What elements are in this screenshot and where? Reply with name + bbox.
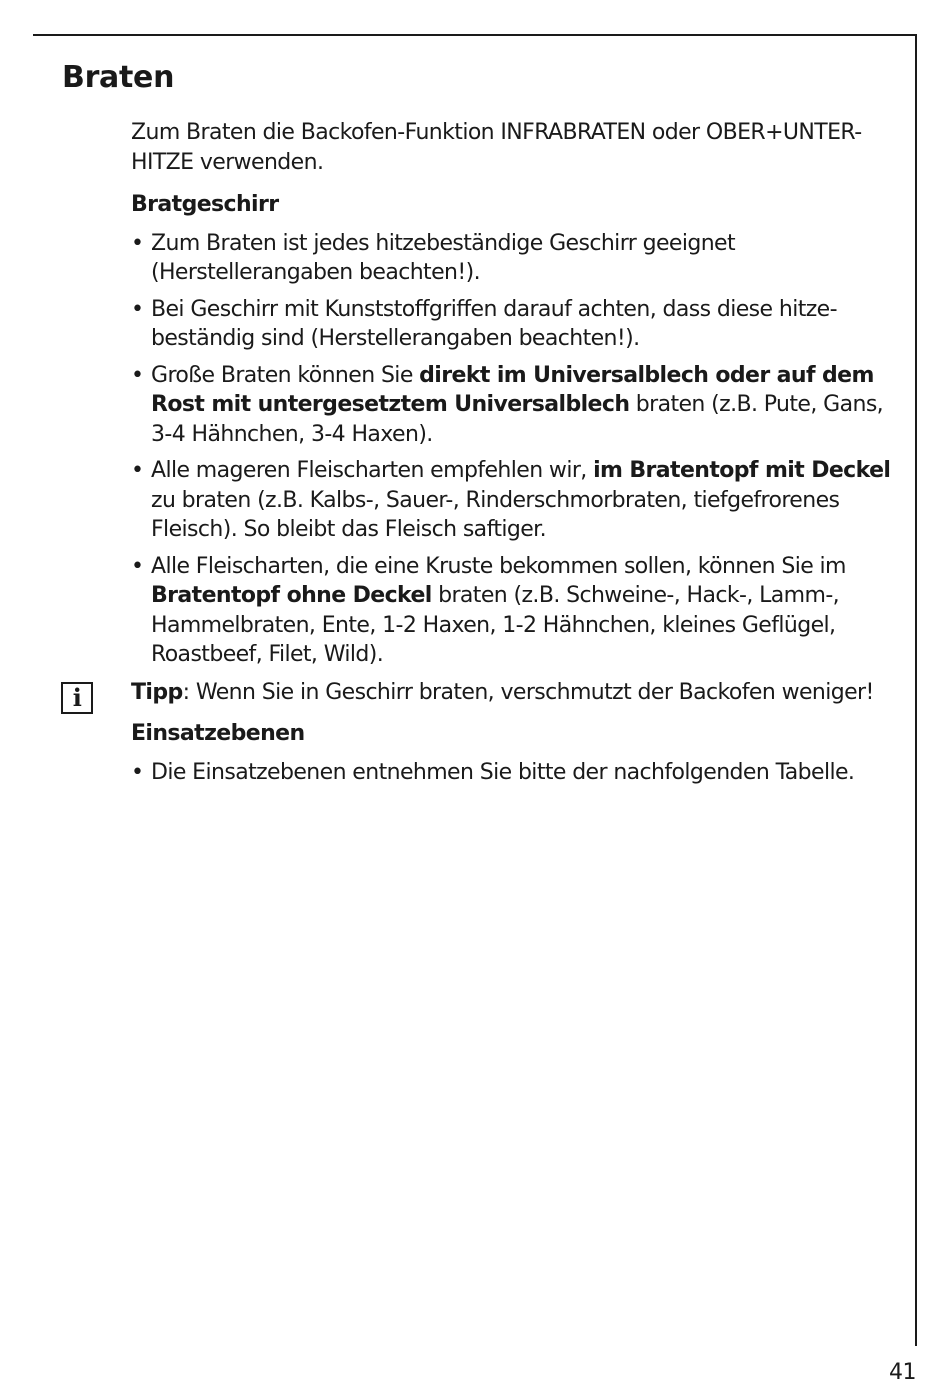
- list-item: [131, 295, 901, 354]
- bratgeschirr-list: [131, 229, 901, 670]
- list-item-text: Zum Braten ist jedes hitzebeständige Geschirr geeignet (Herstellerangaben beachten!).: [151, 230, 736, 285]
- list-item-emphasis: im Bratentopf mit Deckel: [593, 458, 891, 483]
- list-item-text: braten (z.B. Schweine-, Hack-, Lamm-, Hammelbraten, Ente, 1-2 Haxen, 1-2 Hähnchen, kleines Geflügel, Roastbeef, Filet, Wild).: [151, 583, 840, 667]
- right-rule: [915, 34, 917, 1346]
- list-item: [131, 552, 901, 670]
- list-item-emphasis: direkt im Universalblech oder auf dem Rost mit untergesetztem Universalblech: [151, 362, 874, 417]
- list-item-text: Alle mageren Fleischarten empfehlen wir,: [151, 458, 594, 483]
- einsatzebenen-heading: Einsatzebenen: [131, 721, 305, 746]
- content: [72, 118, 901, 794]
- page-number: 41: [889, 1360, 916, 1385]
- list-item: [131, 456, 901, 545]
- top-rule: [33, 34, 917, 36]
- list-item-text: braten (z.B. Pute, Gans, 3-4 Hähnchen, 3-4 Haxen).: [151, 392, 884, 447]
- list-item-emphasis: Bratentopf ohne Deckel: [151, 583, 432, 608]
- einsatzebenen-list: [131, 758, 901, 788]
- list-item: [131, 229, 901, 288]
- list-item-text: Die Einsatzebenen entnehmen Sie bitte der nachfolgenden Tabelle.: [151, 759, 855, 785]
- tip-block: [72, 678, 901, 712]
- bratgeschirr-heading: Bratgeschirr: [131, 192, 279, 217]
- intro-paragraph: Zum Braten die Backofen-Funktion INFRABRATEN oder OBER+UNTER-HITZE verwenden.: [131, 120, 862, 175]
- list-item-text: Alle Fleischarten, die eine Kruste bekommen sollen, können Sie im: [151, 553, 846, 579]
- list-item-text: Große Braten können Sie: [151, 362, 420, 388]
- list-item: [131, 361, 901, 450]
- page-title: Braten: [62, 60, 175, 95]
- tip-text: : Wenn Sie in Geschirr braten, verschmutzt der Backofen weniger!: [182, 679, 874, 705]
- info-icon: i: [61, 682, 93, 714]
- list-item-text: Bei Geschirr mit Kunststoffgriffen darauf achten, dass diese hitze-beständig sind (Herstellerangaben beachten!).: [151, 296, 837, 351]
- list-item: [131, 758, 901, 788]
- list-item-text: zu braten (z.B. Kalbs-, Sauer-, Rinderschmorbraten, tiefgefrorenes Fleisch). So bleibt das Fleisch saftiger.: [151, 487, 840, 542]
- tip-text-line: [131, 678, 901, 708]
- tip-label: Tipp: [131, 679, 183, 705]
